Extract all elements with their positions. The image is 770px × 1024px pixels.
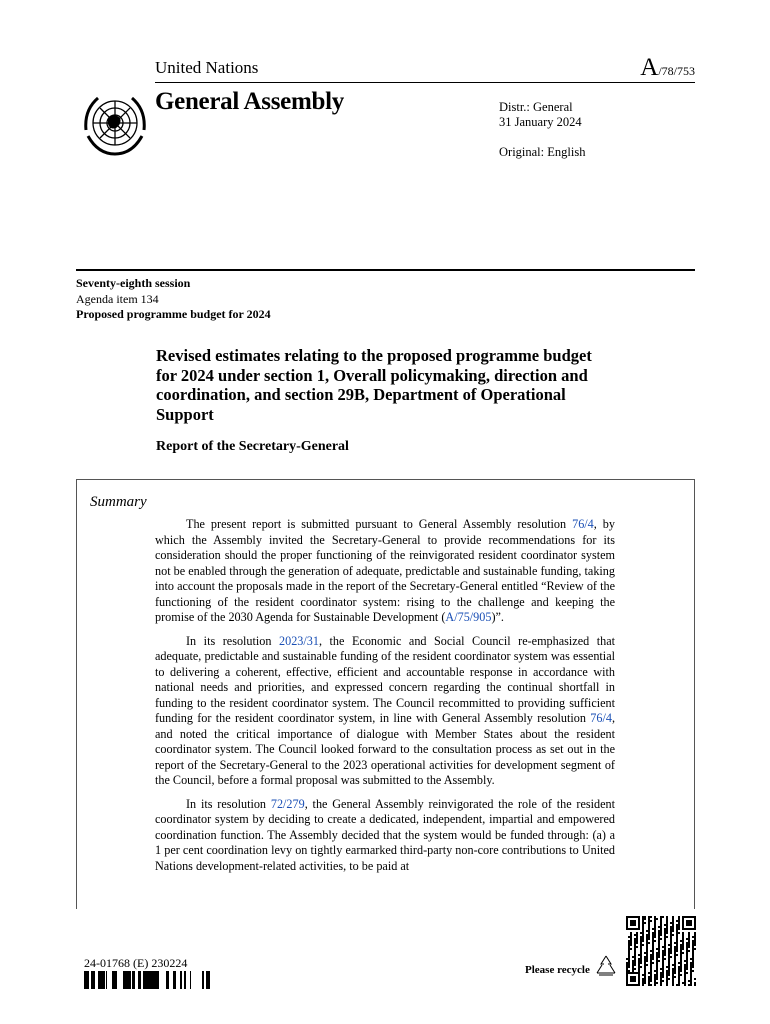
resolution-link-76-4-second[interactable]: 76/4 — [590, 711, 612, 725]
document-number: 24-01768 (E) 230224 — [84, 956, 188, 970]
resolution-link-76-4[interactable]: 76/4 — [572, 517, 594, 531]
summary-text: The present report is submitted pursuant to General Assembly resolution — [186, 517, 573, 531]
recycle-icon — [593, 953, 619, 979]
summary-text: , by which the Assembly invited the Secretary-General to provide recommendations for its consideration should the proper functioning of the reinvigorated resident coordinator system not be enabled through the generation of adequate, predictable and sustainable funding, taking into account the proposals made in the report of the Secretary-General entitled “Review of the functioning of the resident coordinator system: rising to the challenge and keeping the promise of the 2030 Agenda for Sustainable Development ( — [155, 517, 615, 624]
original-language: Original: English — [499, 145, 586, 159]
agenda-item: Agenda item 134 — [76, 291, 159, 306]
summary-heading: Summary — [90, 494, 147, 510]
session-item: Proposed programme budget for 2024 — [76, 307, 271, 321]
issue-date: 31 January 2024 — [499, 115, 582, 129]
distribution-block — [499, 100, 585, 160]
general-assembly-title: General Assembly — [155, 88, 344, 115]
organization-name: United Nations — [155, 58, 259, 77]
summary-text: In its resolution — [186, 633, 280, 648]
summary-text: In its resolution — [186, 796, 271, 811]
symbol-number: /78/753 — [658, 64, 695, 78]
document-link-a-75-905[interactable]: A/75/905 — [445, 610, 492, 624]
summary-body — [155, 517, 615, 882]
session-name: Seventy-eighth session — [76, 276, 191, 290]
document-title: Revised estimates relating to the proposed programme budget for 2024 under section 1, Overall policymaking, direction and coordination, and section 29B, Department of Operational Support — [156, 346, 592, 424]
resolution-link-2023-31[interactable]: 2023/31 — [279, 633, 319, 648]
summary-paragraph-1 — [155, 517, 615, 626]
symbol-letter: A — [640, 54, 659, 81]
summary-text: , the General Assembly reinvigorated the role of the resident coordinator system by deciding to create a dedicated, independent, impartial and empowered coordination function. The Assembly decided that the system would be funded through: (a) a 1 per cent coordination levy on tightly earmarked third-party non-core contributions to United Nations development-related activities, to be paid at — [155, 796, 615, 873]
barcode-icon — [84, 971, 210, 989]
summary-text: , and noted the critical importance of dialogue with Member States about the resident coordinator system. The Council looked forward to the consultation process as set out in the report of the Secretary-General to the 2023 operational activities for development segment of the Council, before a formal proposal was submitted to the Assembly. — [155, 711, 615, 787]
qr-code-icon — [626, 916, 696, 986]
summary-text: , the Economic and Social Council re-emphasized that adequate, predictable and sustainable funding of the resident coordinator system was essential to delivering a coherent, effective, efficient and accountable response in accordance with national needs and priorities, and expressed concern regarding the continual shortfall in funding to the resident coordinator system. The Council recommitted to providing sufficient funding for the resident coordinator system, in line with General Assembly resolution — [155, 633, 616, 725]
session-rule — [76, 269, 695, 271]
summary-paragraph-3 — [155, 797, 615, 875]
report-of: Report of the Secretary-General — [156, 439, 349, 454]
header-rule — [155, 82, 695, 83]
summary-text: )”. — [491, 610, 504, 624]
resolution-link-72-279[interactable]: 72/279 — [270, 796, 305, 811]
session-block — [76, 276, 271, 323]
distribution: Distr.: General — [499, 100, 573, 114]
document-symbol — [640, 54, 695, 82]
please-recycle-label: Please recycle — [525, 964, 590, 976]
summary-paragraph-2 — [155, 634, 615, 789]
un-emblem-icon — [80, 90, 150, 160]
